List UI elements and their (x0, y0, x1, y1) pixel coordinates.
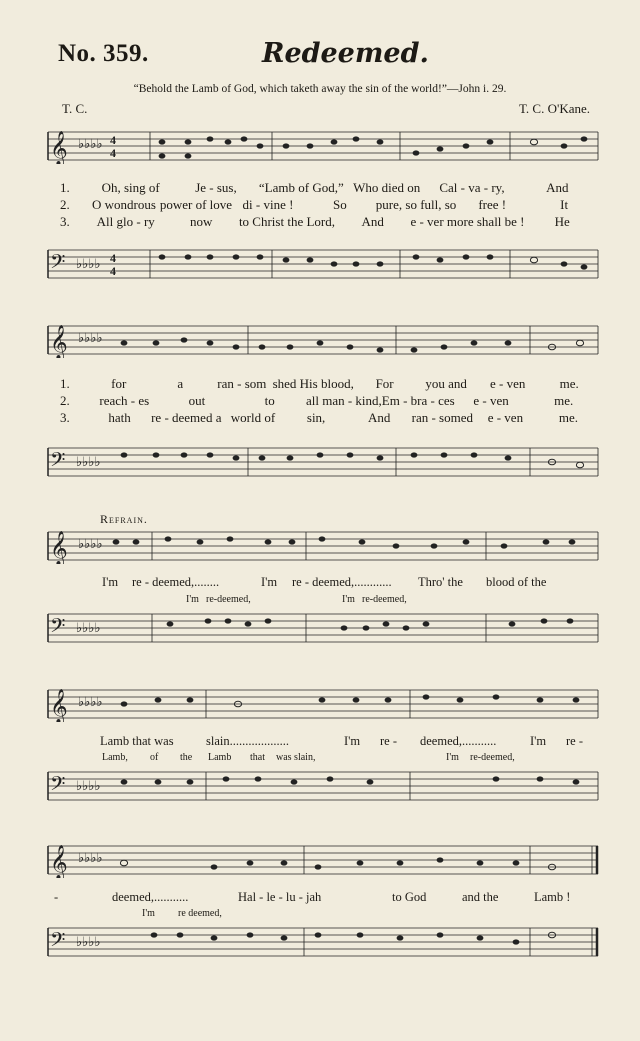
lyric: e - ver more shall be ! (410, 214, 525, 229)
verse-number: 2. (60, 197, 70, 212)
lyric: And (361, 214, 384, 229)
verse-3-line-2 (60, 410, 600, 426)
lyric: free ! (478, 197, 507, 212)
bass-lyric: of (150, 752, 159, 763)
refrain-lyric: to God (392, 890, 427, 904)
bass-clef-icon: 𝄢 (50, 450, 66, 476)
treble-clef-icon: 𝄞 (50, 132, 68, 164)
lyric: pure, so full, so (375, 197, 457, 212)
flat-icon: ♭♭♭♭ (78, 694, 103, 709)
music-credit: T. C. O'Kane. (518, 101, 590, 116)
words-credit: T. C. (62, 101, 88, 116)
lyric: Em - bra - ces (381, 393, 455, 408)
bass-lyric: re-deemed, (470, 752, 515, 763)
bass-staff-2 (40, 444, 600, 480)
refrain-lyric: Thro' the (418, 575, 463, 589)
hymn-title: Redeemed. (262, 38, 429, 69)
lyric: “Lamb of God,” (258, 180, 344, 195)
lyric: now (190, 214, 213, 229)
refrain-lyric: Lamb ! (534, 890, 571, 904)
treble-clef-icon: 𝄞 (50, 690, 68, 722)
bass-lyric: I'm (186, 594, 199, 605)
bass-lyric: Lamb, (102, 752, 128, 763)
verse-number: 2. (60, 393, 70, 408)
lyric: out (188, 393, 206, 408)
refrain-lyric: re - (566, 734, 583, 748)
lyric: me. (559, 376, 579, 391)
lyric: me. (554, 393, 574, 408)
bass-staff-1 (40, 246, 600, 282)
lyric: shed His blood, (272, 376, 354, 391)
lyric: e - ven (473, 393, 509, 408)
flat-icon: ♭♭♭♭ (76, 778, 101, 793)
treble-staff-1 (40, 128, 600, 164)
refrain-lyric: - (54, 890, 59, 904)
refrain-lyric: I'm (102, 575, 119, 589)
verse-2-line-2 (60, 393, 600, 409)
refrain-lyric: I'm (261, 575, 278, 589)
bass-lyric: was slain, (276, 752, 316, 763)
bass-lyric: I'm (446, 752, 459, 763)
lyric: power of love (159, 197, 233, 212)
verse-number: 1. (60, 180, 70, 195)
treble-staff-3 (40, 528, 600, 564)
verse-number: 1. (60, 376, 70, 391)
lyric: you and (425, 376, 467, 391)
refrain-lyric: deemed,........... (112, 890, 189, 904)
lyric: reach - es (99, 393, 150, 408)
bass-staff-3 (40, 610, 600, 646)
lyric: to (264, 393, 275, 408)
flat-icon: ♭♭♭♭ (76, 934, 101, 949)
hymn-number: No. 359. (58, 40, 149, 67)
bass-clef-icon: 𝄢 (50, 930, 66, 956)
treble-clef-icon: 𝄞 (50, 846, 68, 878)
svg-text:4: 4 (110, 133, 116, 147)
verse-2-line-1 (60, 197, 600, 213)
flat-icon: ♭♭♭♭ (76, 256, 101, 271)
flat-icon: ♭♭♭♭ (76, 454, 101, 469)
refrain-lyric: I'm (530, 734, 547, 748)
bass-staff-5 (40, 924, 600, 968)
bass-lyric: re-deemed, (206, 594, 251, 605)
lyric: ran - som (217, 376, 267, 391)
lyric: sin, (306, 410, 326, 425)
lyric: O wondrous (91, 197, 156, 212)
lyric: a (177, 376, 184, 391)
epigraph: “Behold the Lamb of God, which taketh away the sin of the world!”—John i. 29. (133, 83, 507, 95)
lyric: Oh, sing of (101, 180, 160, 195)
verse-number: 3. (60, 410, 70, 425)
refrain-lyric: re - deemed,........ (132, 575, 220, 589)
lyric: He (554, 214, 570, 229)
lyric: world of (230, 410, 276, 425)
bass-lyric: re-deemed, (362, 594, 407, 605)
lyric: Je - sus, (195, 180, 237, 195)
svg-text:4: 4 (110, 264, 116, 278)
lyric: me. (558, 410, 579, 425)
treble-staff-5 (40, 842, 600, 878)
refrain-lyric: and the (462, 890, 499, 904)
flat-icon: ♭♭♭♭ (78, 536, 103, 551)
lyric: Cal - va - ry, (439, 180, 505, 195)
refrain-lyric: deemed,........... (420, 734, 497, 748)
flat-icon: ♭♭♭♭ (76, 620, 101, 635)
flat-icon: ♭♭♭♭ (78, 850, 103, 865)
bass-clef-icon: 𝄢 (50, 616, 66, 642)
lyric: For (375, 376, 394, 391)
verse-number: 3. (60, 214, 70, 229)
refrain-lyric: re - deemed,............ (292, 575, 392, 589)
bass-lyric: the (180, 752, 193, 763)
refrain-label: Refrain. (100, 512, 148, 526)
treble-staff-2 (40, 322, 600, 358)
refrain-lyric: Lamb that was (100, 734, 174, 748)
lyric: All glo - ry (96, 214, 155, 229)
bass-lyric: I'm (342, 594, 355, 605)
bass-lyric: I'm (142, 908, 155, 919)
flat-icon: ♭♭♭♭ (78, 330, 103, 345)
lyric: It (560, 197, 569, 212)
lyric: to Christ the Lord, (238, 214, 335, 229)
verse-1-line-1 (60, 180, 600, 196)
lyric: And (368, 410, 391, 425)
lyric: So (332, 197, 347, 212)
lyric: re - deemed a (151, 410, 222, 425)
refrain-lyric: I'm (344, 734, 361, 748)
verse-1-line-2 (60, 376, 600, 392)
refrain-lyric: slain................... (206, 734, 289, 748)
lyric: di - vine ! (242, 197, 294, 212)
lyric: And (546, 180, 569, 195)
lyric: ran - somed (411, 410, 473, 425)
svg-text:4: 4 (110, 146, 116, 160)
treble-staff-4 (40, 686, 600, 722)
refrain-lyric: blood of the (486, 575, 547, 589)
bass-lyric: Lamb (208, 752, 232, 763)
lyric: for (111, 376, 127, 391)
refrain-lyric: re - (380, 734, 397, 748)
treble-clef-icon: 𝄞 (50, 326, 68, 358)
bass-clef-icon: 𝄢 (50, 252, 66, 278)
treble-clef-icon: 𝄞 (50, 532, 68, 564)
bass-lyric: that (250, 752, 265, 763)
lyric: e - ven (487, 410, 524, 425)
lyric: all man - kind, (305, 393, 382, 408)
bass-lyric: re deemed, (178, 908, 222, 919)
lyric: Who died on (353, 180, 421, 195)
flat-icon: ♭♭♭♭ (78, 136, 103, 151)
bass-clef-icon: 𝄢 (50, 774, 66, 800)
svg-text:4: 4 (110, 251, 116, 265)
verse-3-line-1 (60, 214, 600, 230)
lyric: e - ven (489, 376, 526, 391)
refrain-lyric: Hal - le - lu - jah (238, 890, 322, 904)
lyric: hath (108, 410, 131, 425)
bass-staff-4 (40, 768, 600, 804)
